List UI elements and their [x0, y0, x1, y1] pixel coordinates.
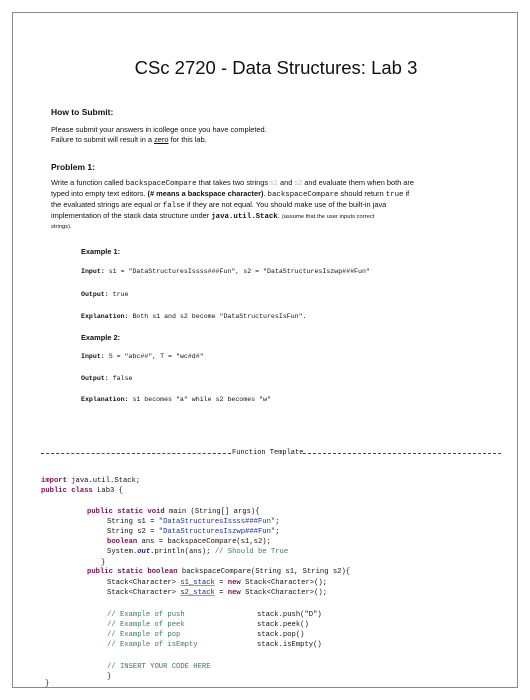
code-s1-line: String s1 = "DataStructuresIssss###Fun"; [107, 518, 280, 526]
explanation-label: Explanation: [81, 396, 129, 403]
code-keyword: new [227, 579, 241, 587]
code-text: System. [107, 548, 138, 556]
output-label: Output: [81, 291, 109, 298]
code-example-pop: stack.pop() [257, 631, 305, 639]
code-backspace-decl [87, 568, 350, 577]
code-stack1-line [107, 579, 327, 588]
function-template-label: Function Template [232, 449, 304, 457]
problem-line-5 [51, 221, 499, 233]
problem-text: Write a function called [51, 178, 126, 187]
problem-text: if they are not equal. You should make use of the built-in java [184, 200, 387, 209]
code-text: String [107, 518, 133, 526]
separator-line-right [303, 453, 501, 454]
code-text: java.util.Stack; [66, 477, 141, 485]
submit-heading: How to Submit: [51, 107, 114, 117]
submit-text: Failure to submit will result in a [51, 135, 155, 144]
code-variable: s2_stack [180, 589, 215, 597]
code-text: Stack<Character>(); [240, 579, 328, 587]
code-example-peek: stack.peek() [257, 621, 309, 629]
problem-line-2 [51, 189, 499, 201]
code-stack2-line [107, 589, 327, 598]
problem-text: the evaluated strings are equal or [51, 200, 163, 209]
code-keyword: new [227, 589, 241, 597]
code-comment-pop: // Example of pop [107, 631, 181, 639]
assumption-note: (assume that the user inputs correct [281, 214, 375, 220]
problem-line-3 [51, 200, 499, 212]
example-1-explanation [81, 313, 307, 320]
explanation-value: s1 becomes "a" while s2 becomes "w" [128, 396, 271, 403]
output-label: Output: [81, 375, 109, 382]
code-example-push: stack.push("D") [257, 611, 322, 619]
code-keyword: import [41, 477, 67, 485]
stack-class-name: java.util.Stack [211, 213, 278, 221]
code-keyword: public static void [87, 508, 165, 516]
code-text: ans = backspaceCompare(s1,s2); [137, 538, 271, 546]
assumption-note: strings). [51, 224, 72, 230]
problem-text: that takes two strings [196, 178, 271, 187]
code-class-close: } [45, 680, 50, 688]
false-literal: false [162, 202, 185, 210]
example-1-output [81, 291, 129, 298]
problem-text: implementation of the stack data structure under [51, 211, 212, 220]
code-main-close: } [101, 559, 106, 567]
input-value: S = "abc##", T = "wc#d#" [104, 353, 204, 360]
code-text: s2 = [132, 528, 159, 536]
function-name: backspaceCompare [125, 180, 197, 188]
code-println-line [107, 548, 288, 557]
code-field: out [137, 548, 151, 556]
code-insert-comment: // INSERT YOUR CODE HERE [107, 663, 211, 671]
code-variable: s1_stack [180, 579, 215, 587]
code-text: Lab3 { [92, 487, 123, 495]
code-text: Stack<Character> [107, 579, 181, 587]
submit-text: for this lab. [168, 135, 207, 144]
problem-text: and evaluate them when both are [302, 178, 414, 187]
code-text: = [214, 579, 228, 587]
problem-text: typed into empty text editors. [51, 189, 148, 198]
example-1-heading [81, 247, 120, 256]
code-text: s1 = [132, 518, 159, 526]
page-title: CSc 2720 - Data Structures: Lab 3 [134, 57, 418, 78]
code-text: .println(ans); [150, 548, 215, 556]
param-s2: s2 [294, 178, 303, 187]
code-keyword: boolean [107, 538, 138, 546]
example-2-heading [81, 333, 120, 342]
problem-text: and [277, 178, 295, 187]
code-text: String [107, 528, 133, 536]
submit-line-2 [51, 135, 499, 146]
example-1-input [81, 268, 370, 275]
problem-heading: Problem 1: [51, 162, 95, 172]
code-bool-line [107, 538, 271, 547]
code-class-decl [41, 487, 123, 496]
code-comment-push: // Example of push [107, 611, 185, 619]
code-comment-isempty: // Example of isEmpty [107, 641, 198, 649]
input-value: s1 = "DataStructuresIssss###Fun", s2 = "DataStructuresIszwp###Fun" [104, 268, 370, 275]
zero-emphasis: zero [154, 135, 169, 144]
example-heading-text: Example 1: [81, 247, 121, 256]
code-import [41, 477, 140, 486]
code-main-decl [87, 508, 260, 517]
example-2-explanation [81, 396, 271, 403]
code-string: "DataStructuresIszwp###Fun" [158, 528, 276, 536]
backspace-note: (# means a backspace character) [147, 189, 264, 198]
code-text: main (String[] args){ [164, 508, 260, 516]
function-name: backspaceCompare [267, 191, 339, 199]
code-text: Stack<Character>(); [240, 589, 328, 597]
output-value: false [108, 375, 133, 382]
example-heading-text: Example 2: [81, 333, 121, 342]
code-text: Stack<Character> [107, 589, 181, 597]
problem-text: . [263, 189, 268, 198]
code-keyword: public static boolean [87, 568, 178, 576]
separator-line-left [41, 453, 231, 454]
code-comment: // Should be True [214, 548, 289, 556]
function-template-separator [41, 449, 501, 459]
code-keyword: public class [41, 487, 93, 495]
example-2-input [81, 353, 204, 360]
problem-text: if [403, 189, 410, 198]
code-s2-line: String s2 = "DataStructuresIszwp###Fun"; [107, 528, 280, 536]
submit-line-1: Please submit your answers in icollege once you have completed. [51, 125, 267, 134]
explanation-label: Explanation: [81, 313, 129, 320]
param-s1: s1 [270, 178, 278, 187]
input-label: Input: [81, 268, 105, 275]
example-2-output [81, 375, 132, 382]
true-literal: true [385, 191, 404, 199]
input-label: Input: [81, 353, 105, 360]
problem-text: should return [338, 189, 386, 198]
code-text: backspaceCompare(String s1, String s2){ [177, 568, 351, 576]
problem-text: . [277, 211, 282, 220]
code-text: = [214, 589, 228, 597]
code-backspace-close: } [107, 673, 112, 681]
code-comment-peek: // Example of peek [107, 621, 185, 629]
code-string: "DataStructuresIssss###Fun" [158, 518, 276, 526]
output-value: true [108, 291, 129, 298]
problem-line-1 [51, 178, 499, 190]
document-page [12, 12, 518, 688]
code-example-isempty: stack.isEmpty() [257, 641, 322, 649]
explanation-value: Both s1 and s2 become "DataStructuresIsFun". [128, 313, 307, 320]
